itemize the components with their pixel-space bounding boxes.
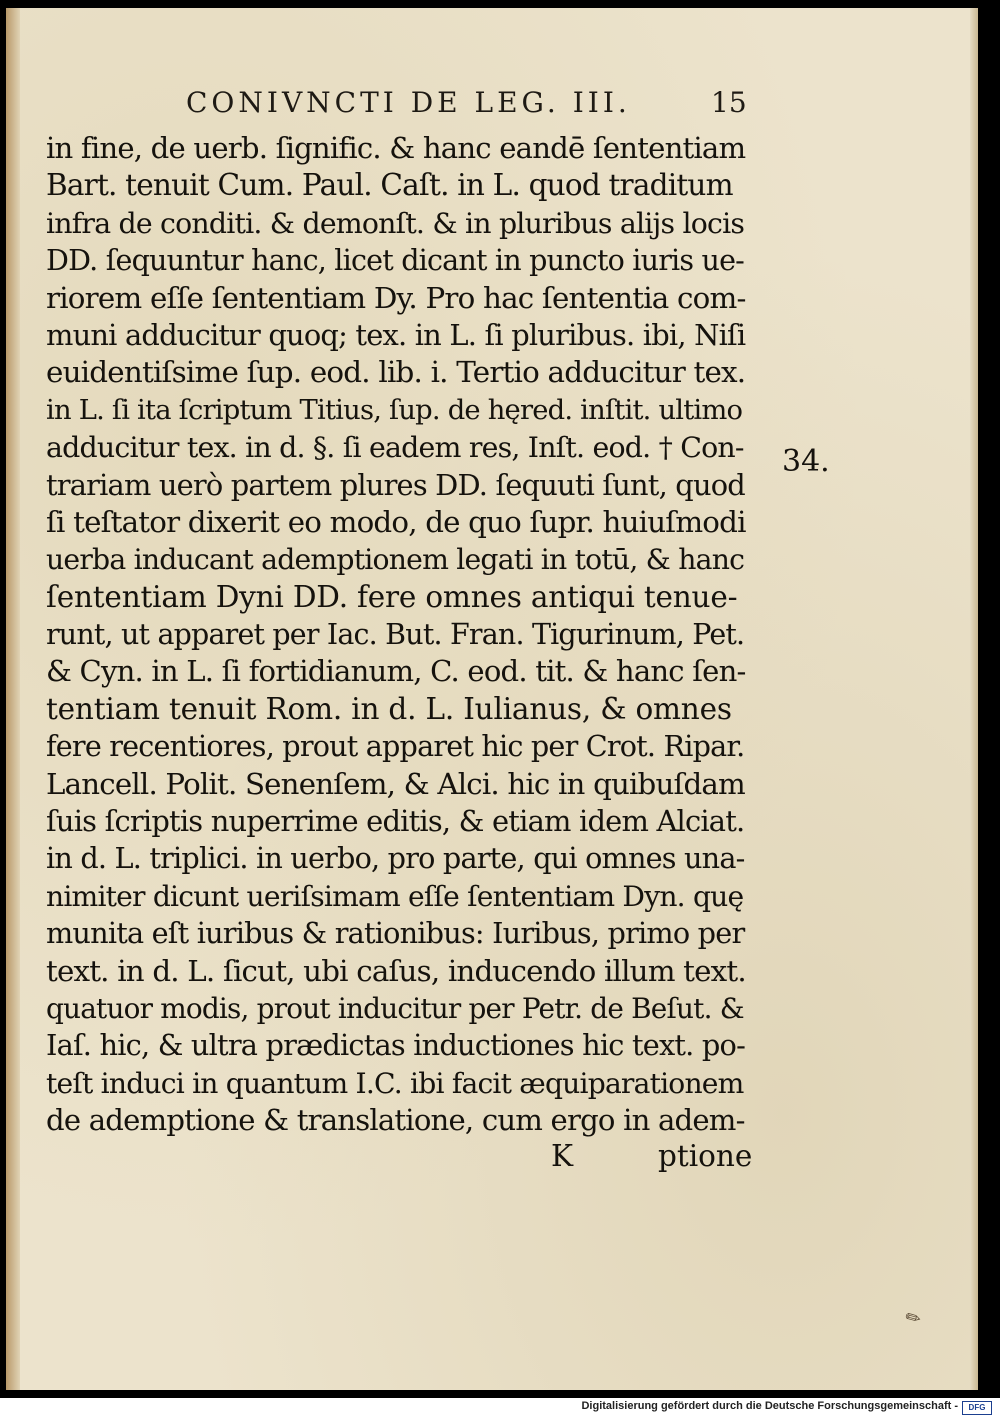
text-line: Bart. tenuit Cum. Paul. Caſt. in L. quod traditum <box>46 168 733 203</box>
binding-gutter <box>6 8 20 1390</box>
running-head: CONIVNCTI DE LEG. III. <box>186 86 631 119</box>
text-line: trariam uerò partem plures DD. ſequuti ſunt, quod <box>46 467 745 502</box>
body-text <box>46 130 746 1140</box>
catchword: ptione <box>658 1139 753 1173</box>
text-line: adducitur tex. in d. §. ſi eadem res, Inſt. eod. † Con- <box>46 431 744 465</box>
text-line: munita eſt iuribus & rationibus: Iuribus, primo per <box>46 916 745 951</box>
text-line: tentiam tenuit Rom. in d. L. Iulianus, & omnes <box>46 691 732 726</box>
text-line: infra de conditi. & demonſt. & in pluribus alijs locis <box>46 206 745 240</box>
text-line: ſententiam Dyni DD. fere omnes antiqui tenue- <box>46 579 738 614</box>
text-line: teſt induci in quantum I.C. ibi facit æquiparationem <box>46 1066 744 1100</box>
text-line: & Cyn. in L. ſi fortidianum, C. eod. tit. & hanc ſen- <box>46 654 746 689</box>
text-line: uerba inducant ademptionem legati in totū, & hanc <box>46 543 745 577</box>
ink-mark: ✎ <box>901 1305 926 1332</box>
text-line: Lancell. Polit. Senenſem, & Alci. hic in quibuſdam <box>46 766 745 801</box>
signature-mark: K <box>551 1139 574 1173</box>
page-edge <box>970 8 978 1390</box>
text-line: in L. ſi ita ſcriptum Titius, ſup. de hęred. inſtit. ultimo <box>46 394 743 426</box>
book-page <box>6 8 978 1390</box>
text-line: Iaſ. hic, & ultra prædictas inductiones hic text. po- <box>46 1028 745 1063</box>
text-line: nimiter dicunt ueriſsimam eſſe ſententiam Dyn. quę <box>46 879 744 913</box>
text-line: fere recentiores, prout apparet hic per Crot. Ripar. <box>46 729 745 764</box>
text-line: ſi teſtator dixerit eo modo, de quo ſupr. huiuſmodi <box>46 504 746 539</box>
text-line: ſuis ſcriptis nuperrime editis, & etiam idem Alciat. <box>46 804 745 839</box>
text-line: de ademptione & translatione, cum ergo in adem- <box>46 1103 745 1138</box>
text-line: in fine, de uerb. ſignific. & hanc eandē ſententiam <box>46 131 746 165</box>
text-line: runt, ut apparet per Iac. But. Fran. Tigurinum, Pet. <box>46 618 745 652</box>
digitization-footer <box>0 1398 1000 1417</box>
margin-note: 34. <box>782 444 830 479</box>
footer-credit: Digitalisierung gefördert durch die Deutsche Forschungsgemeinschaft - <box>581 1400 958 1412</box>
text-line: riorem eſſe ſententiam Dy. Pro hac ſententia com- <box>46 280 746 315</box>
text-line: muni adducitur quoq; tex. in L. ſi pluribus. ibi, Niſi <box>46 317 746 352</box>
text-line: text. in d. L. ſicut, ubi caſus, inducendo illum text. <box>46 953 746 988</box>
text-line: euidentiſsime ſup. eod. lib. i. Tertio adducitur tex. <box>46 355 746 390</box>
dfg-logo: DFG <box>962 1401 992 1415</box>
text-line: in d. L. triplici. in uerbo, pro parte, qui omnes una- <box>46 841 745 876</box>
folio-number: 15 <box>711 86 747 119</box>
text-line: quatuor modis, prout inducitur per Petr. de Beſut. & <box>46 991 744 1025</box>
text-line: DD. ſequuntur hanc, licet dicant in puncto iuris ue- <box>46 243 745 278</box>
